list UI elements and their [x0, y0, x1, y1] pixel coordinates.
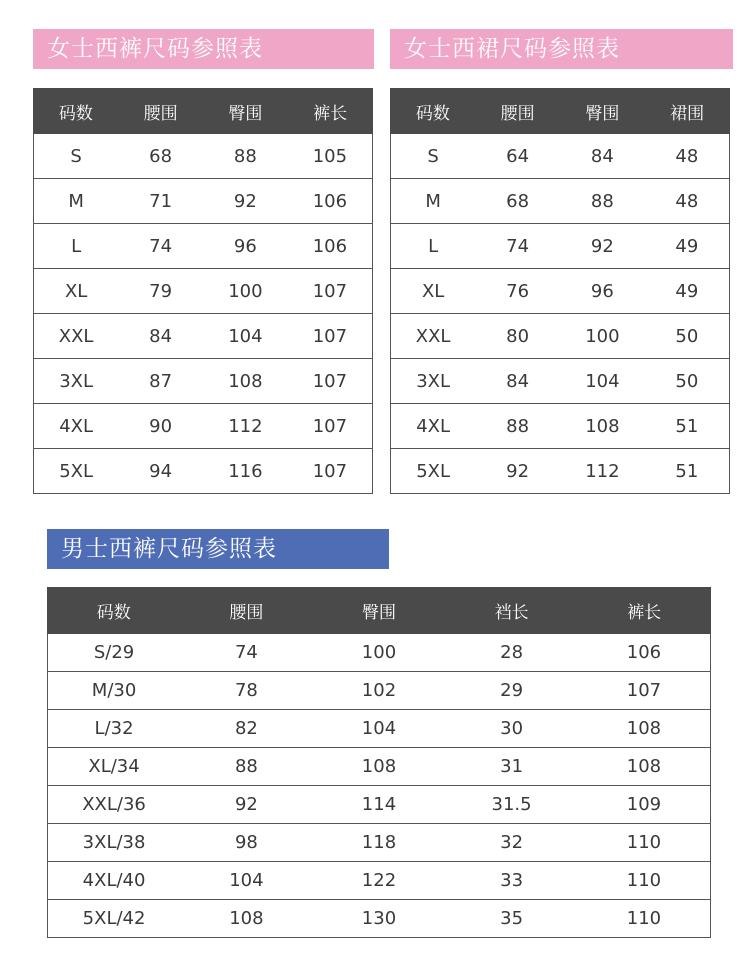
- column-header: 码数: [48, 588, 181, 634]
- measurement-cell: 50: [645, 359, 730, 404]
- measurement-cell: 100: [313, 634, 446, 672]
- column-header: 裙围: [645, 89, 730, 134]
- measurement-cell: 32: [445, 824, 578, 862]
- measurement-cell: 104: [560, 359, 645, 404]
- measurement-cell: 122: [313, 862, 446, 900]
- measurement-cell: 92: [203, 179, 288, 224]
- measurement-cell: 112: [560, 449, 645, 494]
- size-cell: L: [34, 224, 119, 269]
- measurement-cell: 31.5: [445, 786, 578, 824]
- measurement-cell: 92: [560, 224, 645, 269]
- column-header: 腰围: [118, 89, 203, 134]
- table-header-row: [48, 588, 711, 634]
- measurement-cell: 29: [445, 672, 578, 710]
- measurement-cell: 108: [180, 900, 313, 938]
- measurement-cell: 110: [578, 862, 711, 900]
- table-row: [391, 269, 730, 314]
- measurement-cell: 114: [313, 786, 446, 824]
- column-header: 裆长: [445, 588, 578, 634]
- size-cell: M: [34, 179, 119, 224]
- table-row: [48, 672, 711, 710]
- measurement-cell: 96: [560, 269, 645, 314]
- measurement-cell: 100: [203, 269, 288, 314]
- size-cell: XXL: [34, 314, 119, 359]
- measurement-cell: 31: [445, 748, 578, 786]
- table-row: [391, 224, 730, 269]
- measurement-cell: 110: [578, 824, 711, 862]
- table-row: [48, 900, 711, 938]
- measurement-cell: 107: [288, 449, 373, 494]
- table-row: [34, 314, 373, 359]
- table-row: [34, 449, 373, 494]
- measurement-cell: 110: [578, 900, 711, 938]
- size-cell: M/30: [48, 672, 181, 710]
- measurement-cell: 98: [180, 824, 313, 862]
- measurement-cell: 108: [203, 359, 288, 404]
- size-cell: S: [391, 134, 476, 179]
- measurement-cell: 116: [203, 449, 288, 494]
- measurement-cell: 49: [645, 269, 730, 314]
- measurement-cell: 74: [118, 224, 203, 269]
- measurement-cell: 88: [560, 179, 645, 224]
- table-row: [48, 710, 711, 748]
- size-cell: S: [34, 134, 119, 179]
- table-row: [48, 824, 711, 862]
- size-cell: L: [391, 224, 476, 269]
- men-pants-size-table: [47, 587, 711, 938]
- measurement-cell: 68: [475, 179, 560, 224]
- measurement-cell: 107: [288, 314, 373, 359]
- measurement-cell: 28: [445, 634, 578, 672]
- size-cell: 4XL: [391, 404, 476, 449]
- measurement-cell: 102: [313, 672, 446, 710]
- measurement-cell: 104: [313, 710, 446, 748]
- table-row: [391, 449, 730, 494]
- measurement-cell: 84: [475, 359, 560, 404]
- measurement-cell: 51: [645, 449, 730, 494]
- measurement-cell: 74: [475, 224, 560, 269]
- table-row: [391, 404, 730, 449]
- table-row: [34, 269, 373, 314]
- women-skirt-size-table: [390, 88, 730, 494]
- measurement-cell: 107: [288, 359, 373, 404]
- measurement-cell: 105: [288, 134, 373, 179]
- size-cell: XL/34: [48, 748, 181, 786]
- men-pants-title: 男士西裤尺码参照表: [47, 529, 389, 569]
- measurement-cell: 84: [560, 134, 645, 179]
- size-cell: XL: [391, 269, 476, 314]
- measurement-cell: 118: [313, 824, 446, 862]
- measurement-cell: 51: [645, 404, 730, 449]
- measurement-cell: 79: [118, 269, 203, 314]
- size-cell: 3XL: [391, 359, 476, 404]
- measurement-cell: 87: [118, 359, 203, 404]
- measurement-cell: 88: [180, 748, 313, 786]
- measurement-cell: 64: [475, 134, 560, 179]
- size-cell: 4XL/40: [48, 862, 181, 900]
- measurement-cell: 88: [203, 134, 288, 179]
- table-body: [48, 634, 711, 938]
- measurement-cell: 108: [313, 748, 446, 786]
- measurement-cell: 92: [180, 786, 313, 824]
- table-row: [391, 359, 730, 404]
- measurement-cell: 106: [288, 179, 373, 224]
- measurement-cell: 49: [645, 224, 730, 269]
- women-pants-size-table: [33, 88, 373, 494]
- women-pants-title: 女士西裤尺码参照表: [33, 29, 374, 69]
- column-header: 臀围: [313, 588, 446, 634]
- measurement-cell: 74: [180, 634, 313, 672]
- column-header: 臀围: [560, 89, 645, 134]
- table-row: [48, 862, 711, 900]
- column-header: 腰围: [180, 588, 313, 634]
- column-header: 臀围: [203, 89, 288, 134]
- measurement-cell: 108: [578, 748, 711, 786]
- table-row: [391, 134, 730, 179]
- table-header-row: [34, 89, 373, 134]
- column-header: 码数: [34, 89, 119, 134]
- measurement-cell: 107: [288, 404, 373, 449]
- measurement-cell: 109: [578, 786, 711, 824]
- size-cell: M: [391, 179, 476, 224]
- size-cell: 3XL/38: [48, 824, 181, 862]
- measurement-cell: 112: [203, 404, 288, 449]
- measurement-cell: 80: [475, 314, 560, 359]
- size-cell: 3XL: [34, 359, 119, 404]
- measurement-cell: 48: [645, 179, 730, 224]
- measurement-cell: 90: [118, 404, 203, 449]
- size-cell: 4XL: [34, 404, 119, 449]
- measurement-cell: 100: [560, 314, 645, 359]
- table-row: [34, 134, 373, 179]
- measurement-cell: 108: [578, 710, 711, 748]
- measurement-cell: 30: [445, 710, 578, 748]
- table-body: [34, 134, 373, 494]
- column-header: 码数: [391, 89, 476, 134]
- measurement-cell: 130: [313, 900, 446, 938]
- size-cell: XL: [34, 269, 119, 314]
- table-row: [48, 634, 711, 672]
- measurement-cell: 48: [645, 134, 730, 179]
- table-row: [48, 786, 711, 824]
- measurement-cell: 71: [118, 179, 203, 224]
- table-row: [34, 179, 373, 224]
- measurement-cell: 82: [180, 710, 313, 748]
- measurement-cell: 96: [203, 224, 288, 269]
- measurement-cell: 35: [445, 900, 578, 938]
- size-cell: 5XL: [391, 449, 476, 494]
- table-header-row: [391, 89, 730, 134]
- table-row: [48, 748, 711, 786]
- table-body: [391, 134, 730, 494]
- measurement-cell: 108: [560, 404, 645, 449]
- measurement-cell: 84: [118, 314, 203, 359]
- column-header: 裤长: [578, 588, 711, 634]
- column-header: 腰围: [475, 89, 560, 134]
- measurement-cell: 106: [578, 634, 711, 672]
- table-row: [391, 179, 730, 224]
- measurement-cell: 50: [645, 314, 730, 359]
- size-cell: 5XL: [34, 449, 119, 494]
- table-row: [391, 314, 730, 359]
- column-header: 裤长: [288, 89, 373, 134]
- measurement-cell: 92: [475, 449, 560, 494]
- table-row: [34, 404, 373, 449]
- size-cell: L/32: [48, 710, 181, 748]
- size-cell: 5XL/42: [48, 900, 181, 938]
- women-skirt-title: 女士西裙尺码参照表: [390, 29, 733, 69]
- measurement-cell: 88: [475, 404, 560, 449]
- size-cell: S/29: [48, 634, 181, 672]
- measurement-cell: 68: [118, 134, 203, 179]
- measurement-cell: 94: [118, 449, 203, 494]
- table-row: [34, 224, 373, 269]
- table-row: [34, 359, 373, 404]
- measurement-cell: 107: [578, 672, 711, 710]
- measurement-cell: 104: [180, 862, 313, 900]
- measurement-cell: 78: [180, 672, 313, 710]
- measurement-cell: 76: [475, 269, 560, 314]
- measurement-cell: 104: [203, 314, 288, 359]
- size-cell: XXL/36: [48, 786, 181, 824]
- measurement-cell: 33: [445, 862, 578, 900]
- measurement-cell: 106: [288, 224, 373, 269]
- measurement-cell: 107: [288, 269, 373, 314]
- size-cell: XXL: [391, 314, 476, 359]
